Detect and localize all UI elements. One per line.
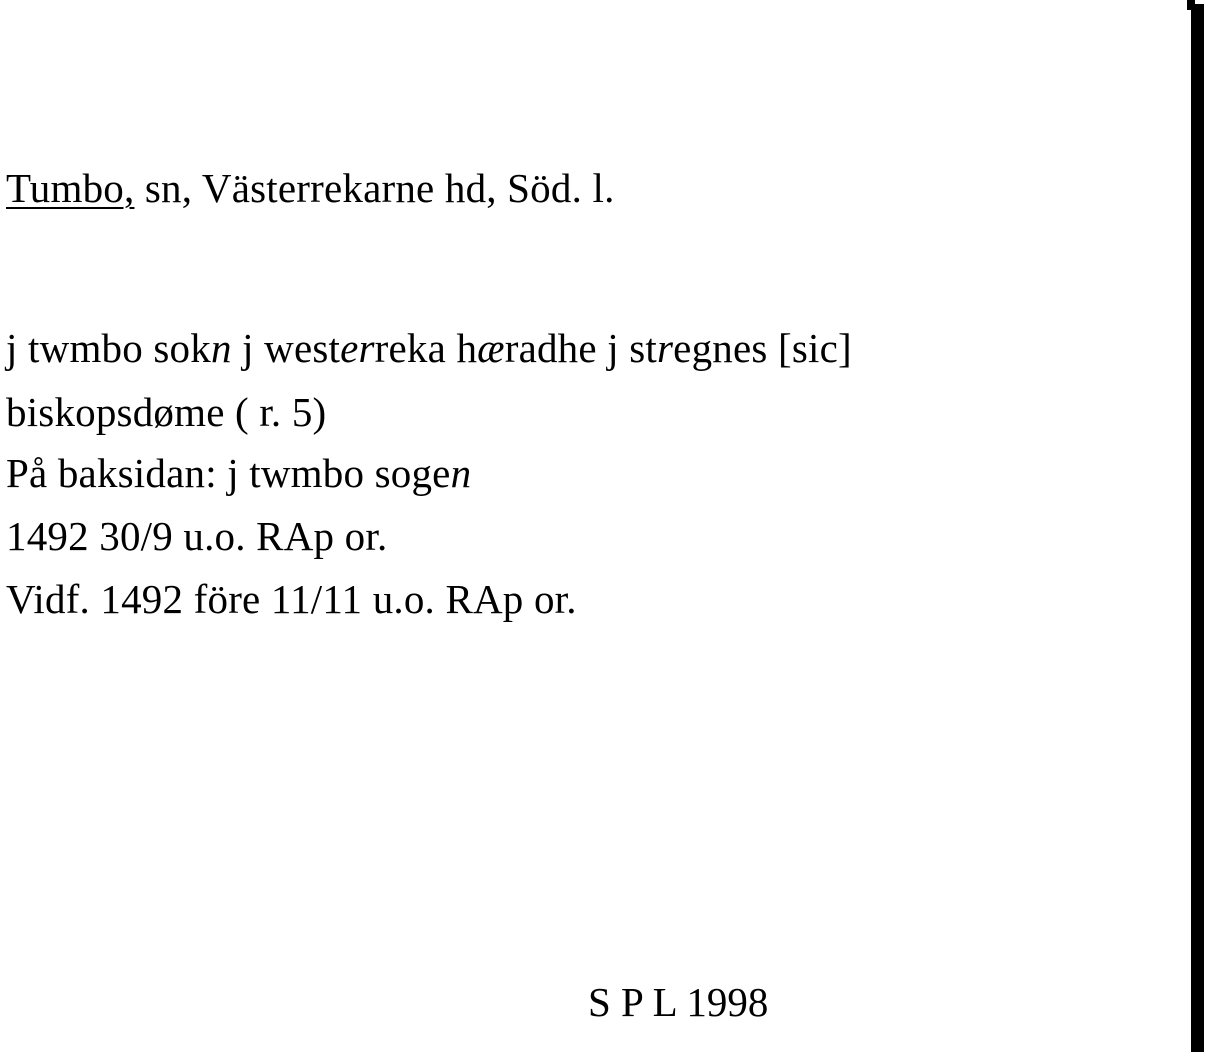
card-right-edge <box>1191 4 1204 1052</box>
text-segment: På baksidan: j twmbo soge <box>6 450 451 496</box>
text-segment: n <box>210 325 232 371</box>
headword: Tumbo, <box>6 165 135 211</box>
text-segment: 1492 30/9 u.o. RAp or. <box>6 513 388 559</box>
text-segment: j twmbo sok <box>6 325 211 371</box>
text-segment: radhe j st <box>504 325 658 371</box>
text-line-4 <box>6 513 388 559</box>
text-segment: reka h <box>374 325 478 371</box>
text-line-1 <box>6 325 852 371</box>
text-segment: egnes [sic] <box>673 325 852 371</box>
signature: S P L 1998 <box>588 979 769 1025</box>
text-segment: er <box>340 325 375 371</box>
header-details: sn, Västerrekarne hd, Söd. l. <box>134 165 615 211</box>
text-line-3 <box>6 450 472 496</box>
text-line-2 <box>6 389 327 435</box>
text-segment: biskopsdøme ( r. 5) <box>6 389 327 435</box>
card-header <box>6 165 615 211</box>
text-segment: r <box>657 325 674 371</box>
text-segment: æ <box>477 325 505 371</box>
text-segment: j west <box>231 325 341 371</box>
text-segment: Vidf. 1492 före 11/11 u.o. RAp or. <box>6 576 577 622</box>
text-segment: n <box>450 450 472 496</box>
text-line-5 <box>6 576 577 622</box>
